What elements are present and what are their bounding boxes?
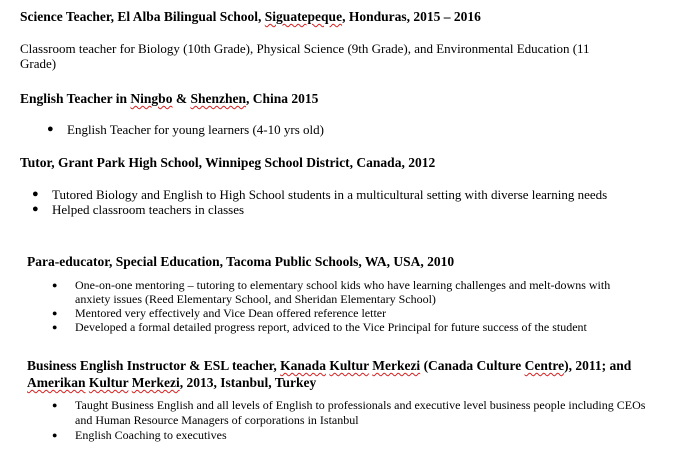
job-title-english-teacher-china: English Teacher in Ningbo & Shenzhen, China 2015 [20,91,319,106]
list-item: ● Mentored very effectively and Vice Dean offered reference letter [52,306,387,320]
bullet-dot: ● [52,308,58,318]
job-title-tutor: Tutor, Grant Park High School, Winnipeg School District, Canada, 2012 [20,155,436,170]
list-item: ● English Coaching to executives [52,428,227,442]
bullet-dot: ● [52,322,58,332]
bullet-dot: ● [32,188,39,200]
list-item: ● English Teacher for young learners (4-10 yrs old) [47,122,324,137]
bullet-dot: ● [32,203,39,215]
bullet-dot: ● [52,430,58,440]
list-item: ● Helped classroom teachers in classes [32,202,245,217]
list-item: ● Taught Business English and all levels of English to professionals and executive level business people including CEOs and Human Resource Managers of corporations in Istanbul [52,398,646,427]
bullet-list-tutor [32,187,612,217]
bullet-list-english-teacher-china [47,122,647,137]
job-description-science-teacher: Classroom teacher for Biology (10th Grade), Physical Science (9th Grade), and Environmental Education (11 Grade) [20,41,590,71]
list-item: ● One-on-one mentoring – tutoring to elementary school kids who have learning challenges and melt-downs with anxiety issues (Reed Elementary School, and Sheridan Elementary School) [52,278,611,306]
bullet-list-para-educator [52,278,640,334]
job-title-business-english-instructor: Business English Instructor & ESL teacher, Kanada Kultur Merkezi (Canada Culture Centre), 2011; and Amerikan Kultur Merkezi, 2013, Istanbul, Turkey [27,358,632,390]
job-title-para-educator: Para-educator, Special Education, Tacoma Public Schools, WA, USA, 2010 [27,254,455,269]
bullet-dot: ● [52,400,58,410]
bullet-dot: ● [47,123,54,135]
bullet-list-business-english [52,398,665,443]
list-item: ● Developed a formal detailed progress report, adviced to the Vice Principal for future success of the student [52,320,587,334]
list-item: ● Tutored Biology and English to High School students in a multicultural setting with diverse learning needs [32,187,608,202]
bullet-dot: ● [52,280,58,290]
job-title-science-teacher: Science Teacher, El Alba Bilingual School, Siguatepeque, Honduras, 2015 – 2016 [20,9,481,24]
